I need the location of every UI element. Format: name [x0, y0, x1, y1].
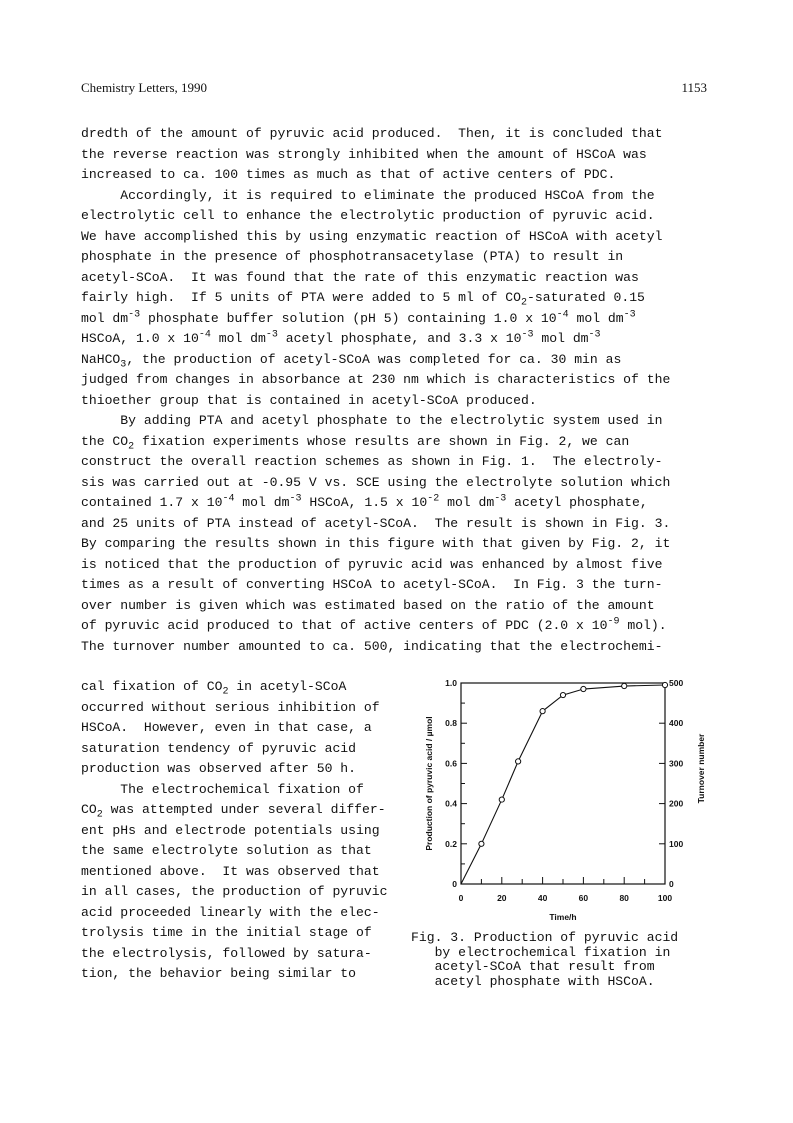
left-column-line — [81, 862, 387, 883]
text-segment: the CO — [81, 433, 129, 449]
left-column-line — [81, 677, 387, 698]
x-tick-label: 60 — [578, 893, 589, 903]
text-segment: production was observed after 50 h. — [81, 761, 357, 776]
text-segment: mol). — [619, 618, 667, 633]
body-text-line — [81, 616, 670, 637]
text-segment: The turnover number amounted to ca. 500, indicating that the electrochemi- — [81, 638, 663, 654]
body-text-line — [81, 411, 670, 432]
left-column-line — [81, 882, 387, 903]
text-segment: By comparing the results shown in this figure with that given by Fig. 2, it — [81, 536, 671, 551]
data-point — [499, 797, 504, 802]
x-tick-label: 80 — [619, 893, 629, 903]
text-segment: CO — [81, 802, 97, 817]
body-text-line — [81, 227, 670, 248]
body-text-line — [81, 288, 670, 309]
left-column-line — [81, 780, 387, 801]
left-column-line — [81, 800, 387, 821]
text-segment: fairly high. If 5 units of PTA were added to 5 ml of CO — [81, 290, 522, 305]
body-text-line — [81, 452, 670, 473]
body-text-line — [81, 370, 670, 391]
text-segment: acetyl phosphate, — [506, 495, 648, 510]
left-column-line — [81, 903, 387, 924]
text-segment: occurred without serious inhibition of — [81, 699, 380, 715]
text-segment: 2 — [222, 686, 229, 698]
body-text-line — [81, 124, 670, 145]
text-segment: We have accomplished this by using enzymatic reaction of HSCoA with acetyl — [81, 228, 663, 244]
left-column-line — [81, 718, 387, 739]
text-segment: contained 1.7 x 10 — [81, 495, 223, 510]
body-text-line — [81, 268, 670, 289]
text-segment: The electrochemical fixation of — [81, 781, 364, 797]
text-segment: mol dm — [533, 331, 589, 346]
text-segment: mol dm — [568, 310, 624, 326]
left-column-line — [81, 698, 387, 719]
text-segment: , the production of acetyl-SCoA was completed for ca. 30 min as — [126, 351, 622, 367]
text-segment: thioether group that is contained in acetyl-SCoA produced. — [81, 392, 537, 408]
data-point — [662, 682, 667, 687]
text-segment: increased to ca. 100 times as much as that of active centers of PDC. — [81, 167, 616, 182]
x-axis-label: Time/h — [549, 912, 577, 922]
text-segment: dredth of the amount of pyruvic acid produced. Then, it is concluded that — [81, 126, 663, 141]
body-text-line — [81, 514, 670, 535]
y-tick-label: 0.6 — [445, 758, 457, 769]
text-segment: NaHCO — [81, 351, 121, 367]
left-column-line — [81, 944, 387, 965]
text-segment: By adding PTA and acetyl phosphate to the electrolytic system used in — [81, 413, 663, 428]
left-column-line — [81, 821, 387, 842]
chart-axes — [461, 683, 665, 884]
body-text-full-width — [81, 124, 670, 657]
caption-line: Fig. 3. Production of pyruvic acid — [411, 930, 679, 945]
text-segment: phosphate buffer solution (pH 5) containing 1.0 x 10 — [140, 310, 557, 326]
text-segment: -3 — [588, 329, 601, 341]
text-segment: -4 — [198, 329, 211, 341]
y-tick-label: 0 — [452, 879, 457, 889]
text-segment: mol dm — [234, 495, 290, 510]
text-segment: construct the overall reaction schemes as shown in Fig. 1. The electroly- — [81, 454, 663, 469]
text-segment: tion, the behavior being similar to — [81, 966, 357, 981]
text-segment: over number is given which was estimated based on the ratio of the amount — [81, 597, 655, 613]
text-segment: the same electrolyte solution as that — [81, 843, 372, 858]
text-segment: acetyl phosphate, and 3.3 x 10 — [277, 331, 522, 346]
data-point — [581, 686, 586, 691]
text-segment: and 25 units of PTA instead of acetyl-SCoA. The result is shown in Fig. 3. — [81, 515, 671, 531]
text-segment: the reverse reaction was strongly inhibited when the amount of HSCoA was — [81, 146, 647, 162]
text-segment: saturation tendency of pyruvic acid — [81, 740, 357, 756]
text-segment: -3 — [128, 309, 141, 321]
y-tick-label: 0.4 — [445, 798, 457, 809]
text-segment: ent pHs and electrode potentials using — [81, 822, 380, 838]
y2-tick-label: 400 — [669, 718, 684, 729]
text-segment: acetyl-SCoA. It was found that the rate of this enzymatic reaction was — [81, 269, 639, 285]
text-segment: times as a result of converting HSCoA to acetyl-SCoA. In Fig. 3 the turn- — [81, 577, 663, 592]
running-header-journal: Chemistry Letters, 1990 — [81, 80, 208, 95]
text-segment: sis was carried out at -0.95 V vs. SCE using the electrolyte solution which — [81, 474, 671, 490]
text-segment: -3 — [623, 309, 636, 321]
figure-3-caption — [411, 931, 678, 989]
text-segment: of pyruvic acid produced to that of active centers of PDC (2.0 x 10 — [81, 618, 608, 633]
body-text-line — [81, 555, 670, 576]
text-segment: mol dm — [210, 331, 266, 346]
y-tick-label: 0.2 — [445, 838, 457, 849]
chart-ticks — [445, 678, 683, 903]
body-text-line — [81, 186, 670, 207]
text-segment: -3 — [265, 329, 278, 341]
figure-3-chart — [418, 673, 718, 922]
x-tick-label: 20 — [497, 893, 507, 903]
body-text-line — [81, 432, 670, 453]
body-text-line — [81, 575, 670, 596]
text-segment: cal fixation of CO — [81, 679, 223, 694]
text-segment: in all cases, the production of pyruvic — [81, 884, 388, 899]
text-segment: in acetyl-SCoA — [228, 679, 347, 694]
body-text-line — [81, 637, 670, 658]
y2-tick-label: 100 — [669, 838, 684, 849]
left-column-line — [81, 739, 387, 760]
text-segment: is noticed that the production of pyruvic acid was enhanced by almost five — [81, 556, 663, 572]
text-segment: Accordingly, it is required to eliminate the produced HSCoA from the — [81, 187, 655, 203]
body-text-left-column — [81, 677, 387, 985]
body-text-line — [81, 350, 670, 371]
text-segment: mol dm — [81, 310, 129, 326]
caption-line: acetyl-SCoA that result from — [411, 959, 655, 974]
text-segment: judged from changes in absorbance at 230 nm which is characteristics of the — [81, 372, 671, 387]
body-text-line — [81, 247, 670, 268]
data-point — [479, 841, 484, 846]
text-segment: 2 — [128, 441, 135, 453]
text-segment: electrolytic cell to enhance the electrolytic production of pyruvic acid. — [81, 208, 655, 223]
data-point — [516, 759, 521, 764]
x-tick-label: 0 — [458, 893, 464, 903]
text-segment: -3 — [494, 493, 507, 505]
body-text-line — [81, 534, 670, 555]
text-segment: trolysis time in the initial stage of — [81, 925, 372, 940]
y2-tick-label: 500 — [669, 678, 684, 688]
y2-tick-label: 200 — [669, 798, 684, 809]
text-segment: the electrolysis, followed by satura- — [81, 945, 372, 961]
text-segment: HSCoA, 1.5 x 10 — [301, 495, 428, 510]
text-segment: HSCoA. However, even in that case, a — [81, 720, 372, 735]
caption-line: by electrochemical fixation in — [411, 944, 671, 960]
text-segment: -saturated 0.15 — [527, 290, 645, 305]
text-segment: 2 — [521, 297, 528, 309]
left-column-line — [81, 841, 387, 862]
text-segment: -3 — [521, 329, 534, 341]
left-column-line — [81, 923, 387, 944]
text-segment: fixation experiments whose results are shown in Fig. 2, we can — [134, 433, 630, 449]
text-segment: -9 — [607, 616, 620, 628]
chart-labels — [424, 716, 706, 922]
text-segment: -4 — [222, 493, 235, 505]
page-number: 1153 — [681, 80, 707, 95]
y-tick-label: 1.0 — [445, 678, 457, 688]
body-text-line — [81, 165, 670, 186]
data-point — [540, 709, 545, 714]
x-tick-label: 40 — [537, 893, 548, 903]
text-segment: acid proceeded linearly with the elec- — [81, 904, 380, 920]
left-column-line — [81, 759, 387, 780]
y2-axis-label: Turnover number — [696, 733, 706, 804]
body-text-line — [81, 493, 670, 514]
text-segment: 3 — [120, 359, 127, 371]
body-text-line — [81, 206, 670, 227]
plot-frame — [461, 683, 665, 884]
text-segment: mol dm — [439, 495, 495, 510]
text-segment: -2 — [427, 493, 440, 505]
y2-tick-label: 300 — [669, 758, 684, 769]
text-segment: -4 — [556, 309, 569, 321]
text-segment: 2 — [96, 809, 103, 821]
y2-tick-label: 0 — [669, 879, 674, 889]
text-segment: was attempted under several differ- — [102, 802, 386, 817]
body-text-line — [81, 329, 670, 350]
x-tick-label: 100 — [657, 893, 673, 903]
body-text-line — [81, 145, 670, 166]
text-segment: phosphate in the presence of phosphotransacetylase (PTA) to result in — [81, 249, 624, 264]
left-column-line — [81, 964, 387, 985]
body-text-line — [81, 473, 670, 494]
y-axis-label: Production of pyruvic acid / µmol — [424, 716, 434, 851]
data-point — [622, 683, 627, 688]
data-point — [560, 692, 565, 697]
y-tick-label: 0.8 — [445, 718, 457, 729]
text-segment: HSCoA, 1.0 x 10 — [81, 331, 199, 346]
body-text-line — [81, 309, 670, 330]
chart-series — [461, 682, 668, 884]
text-segment: -3 — [289, 493, 302, 505]
caption-line: acetyl phosphate with HSCoA. — [411, 973, 655, 989]
text-segment: mentioned above. It was observed that — [81, 863, 380, 879]
body-text-line — [81, 596, 670, 617]
series-line — [461, 685, 665, 884]
body-text-line — [81, 391, 670, 412]
